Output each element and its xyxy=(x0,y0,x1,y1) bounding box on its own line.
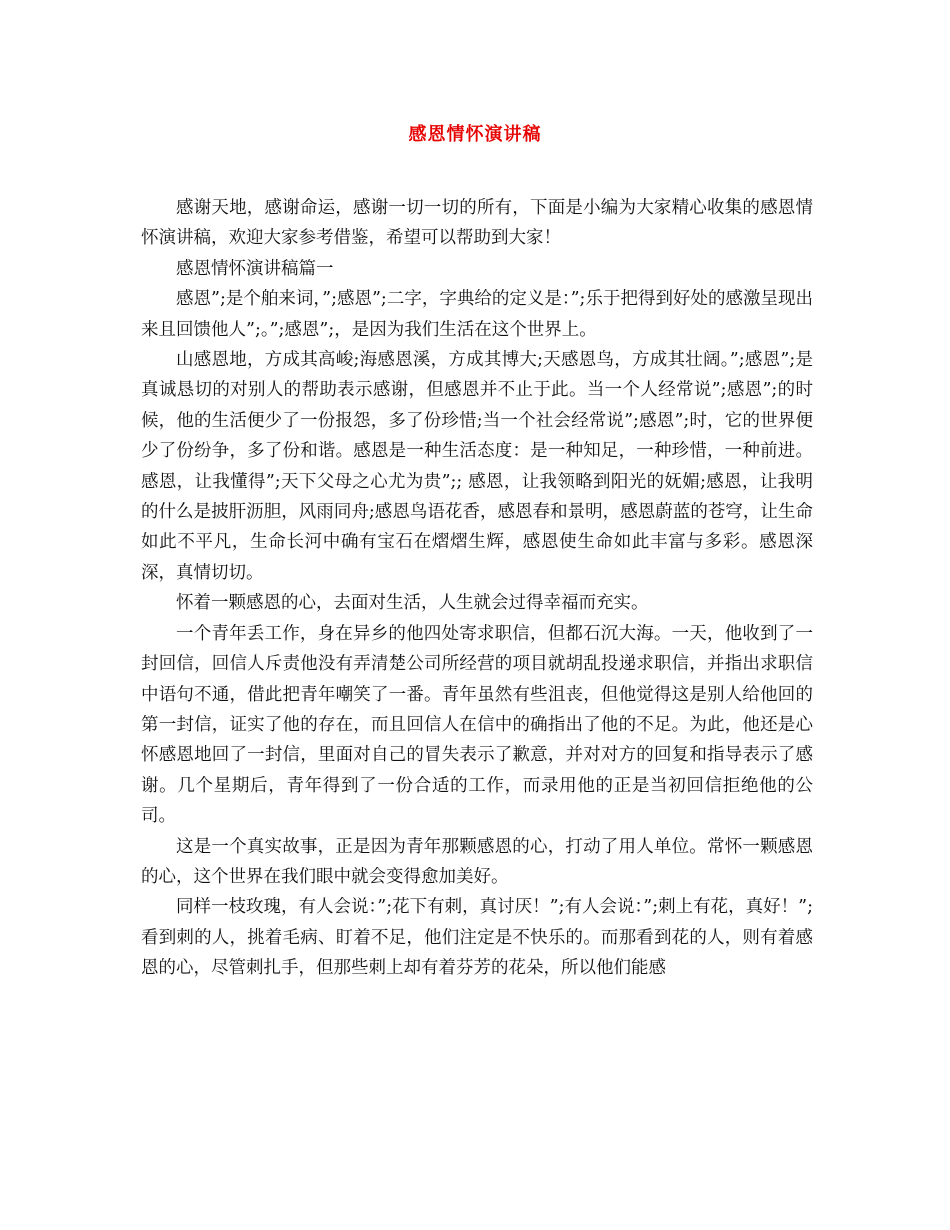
document-body xyxy=(141,193,813,984)
body-paragraph: 感谢天地，感谢命运，感谢一切一切的所有，下面是小编为大家精心收集的感恩情怀演讲稿，欢迎大家参考借鉴，希望可以帮助到大家！ xyxy=(141,198,813,249)
body-paragraph: 怀着一颗感恩的心，去面对生活，人生就会过得幸福而充实。 xyxy=(176,593,649,614)
body-paragraph: 这是一个真实故事，正是因为青年那颗感恩的心，打动了用人单位。常怀一颗感恩的心，这个世界在我们眼中就会变得愈加美好。 xyxy=(141,836,813,887)
body-paragraph: 同样一枝玫瑰，有人会说：”;花下有刺，真讨厌！”;有人会说：”;刺上有花，真好！”;看到刺的人，挑着毛病、盯着不足，他们注定是不快乐的。而那看到花的人，则有着感恩的心，尽管刺扎手，但那些刺上却有着芬芳的花朵，所以他们能感 xyxy=(141,897,813,979)
body-paragraph: 感恩”;是个舶来词，”;感恩”;二字，字典给的定义是：”;乐于把得到好处的感激呈现出来且回馈他人”;。”;感恩”;，是因为我们生活在这个世界上。 xyxy=(141,289,813,340)
body-paragraph: 山感恩地，方成其高峻;海感恩溪，方成其博大;天感恩鸟，方成其壮阔。”;感恩”;是真诚恳切的对别人的帮助表示感谢，但感恩并不止于此。当一个人经常说”;感恩”;的时候，他的生活便少了一份报怨，多了份珍惜;当一个社会经常说”;感恩”;时，它的世界便少了份纷争，多了份和谐。感恩是一种生活态度：是一种知足，一种珍惜，一种前进。感恩，让我懂得”;天下父母之心尤为贵”;; 感恩，让我领略到阳光的妩媚;感恩，让我明的什么是披肝沥胆，风雨同舟;感恩鸟语花香，感恩春和景明，感恩蔚蓝的苍穹，让生命如此不平凡，生命长河中确有宝石在熠熠生辉，感恩使生命如此丰富与多彩。感恩深深，真情切切。 xyxy=(141,350,813,583)
section-heading: 感恩情怀演讲稿篇一 xyxy=(176,258,334,279)
body-paragraph: 一个青年丢工作，身在异乡的他四处寄求职信，但都石沉大海。一天，他收到了一封回信，回信人斥责他没有弄清楚公司所经营的项目就胡乱投递求职信，并指出求职信中语句不通，借此把青年嘲笑了一番。青年虽然有些沮丧，但他觉得这是别人给他回的第一封信，证实了他的存在，而且回信人在信中的确指出了他的不足。为此，他还是心怀感恩地回了一封信，里面对自己的冒失表示了歉意，并对对方的回复和指导表示了感谢。几个星期后，青年得到了一份合适的工作，而录用他的正是当初回信拒绝他的公司。 xyxy=(141,623,813,827)
document-title: 感恩情怀演讲稿 xyxy=(408,124,542,145)
